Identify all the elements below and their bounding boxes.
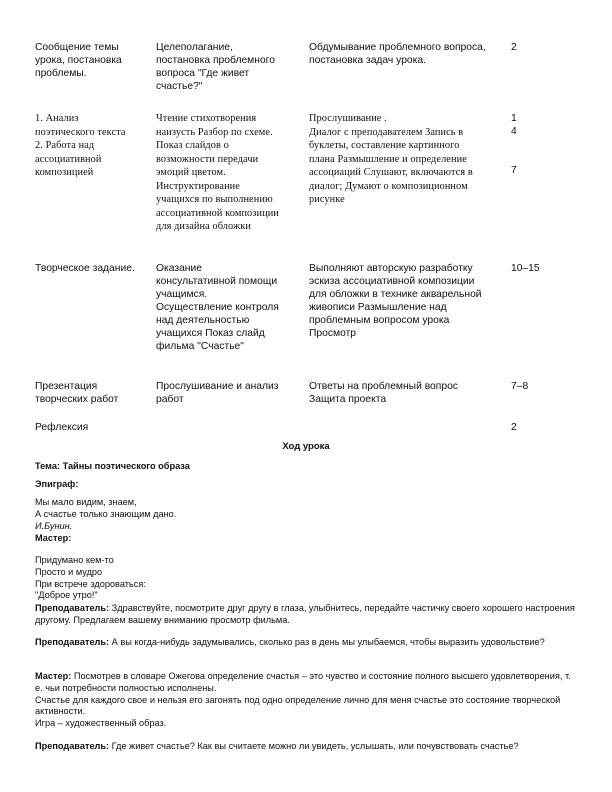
- master-label: Мастер:: [35, 533, 72, 543]
- paragraph-text: Где живет счастье? Как вы считаете можно ли увидеть, услышать, или почувствовать счастье?: [111, 741, 519, 751]
- teacher-activity-cell: Чтение стихотворения наизусть Разбор по схеме. Показ слайдов о возможности передачи эмоций цветом. Инструктирование учащихся по выполнению ассоциативной композиции для дизайна обложки: [156, 113, 279, 232]
- teacher-activity-cell: Целеполагание, постановка проблемного вопроса "Где живет счастье?": [156, 42, 275, 92]
- speaker-label: Мастер:: [35, 671, 72, 681]
- time-cell: 2: [511, 422, 517, 433]
- teacher-paragraph: [35, 603, 580, 627]
- stage-cell: Рефлексия: [35, 422, 89, 433]
- topic-text: Тайны поэтического образа: [62, 461, 190, 471]
- speaker-label: Преподаватель:: [35, 603, 110, 613]
- teacher-paragraph: [35, 741, 580, 753]
- paragraph-text: Здравствуйте, посмотрите друг другу в глаза, улыбнитесь, передайте частичку своего хорошего настроения другому. Предлагаем вашему вниманию просмотр фильма.: [35, 603, 575, 625]
- epigraph-text: Мы мало видим, знаем, А счастье только знающим дано.: [35, 497, 177, 519]
- master-paragraph: [35, 671, 580, 730]
- stage-cell: Презентация творческих работ: [35, 381, 119, 405]
- stage-cell: 1. Анализ поэтического текста 2. Работа над ассоциативной композицией: [35, 113, 126, 178]
- teacher-activity-cell: Прослушивание и анализ работ: [156, 381, 279, 405]
- paragraph-text: А вы когда-нибудь задумывались, сколько раз в день мы улыбаемся, чтобы выразить удовольствие?: [111, 637, 545, 647]
- epigraph-author: И.Бунин.: [35, 521, 73, 531]
- student-activity-cell: Обдумывание проблемного вопроса, постановка задач урока.: [309, 42, 486, 66]
- speaker-label: Преподаватель:: [35, 741, 110, 751]
- student-activity-cell: Прослушивание . Диалог с преподавателем Запись в буклеты, составление картинного плана Размышление и определение ассоциаций Слушают, включаются в диалог; Думают о композиционном рисунке: [309, 113, 473, 205]
- speaker-label: Преподаватель:: [35, 637, 110, 647]
- epigraph-label: Эпиграф:: [35, 479, 79, 489]
- student-activity-cell: Выполняют авторскую разработку эскиза ассоциативной композиции для обложки в технике акварельной живописи Размышление над проблемным вопросом урока Просмотр: [309, 263, 482, 339]
- poem-text: Придумано кем-то Просто и мудро При встрече здороваться: "Доброе утро!": [35, 555, 146, 601]
- teacher-activity-cell: Оказание консультативной помощи учащимся. Осуществление контроля над деятельностью учащихся Показ слайд фильма "Счастье": [156, 263, 279, 352]
- time-cell: 2: [511, 42, 517, 53]
- stage-cell: Творческое задание.: [35, 263, 135, 274]
- student-activity-cell: Ответы на проблемный вопрос Защита проекта: [309, 381, 458, 405]
- topic-line: [35, 461, 580, 473]
- paragraph-text: Посмотрев в словаре Ожегова определение счастья – это чувство и состояние полного высшего удовлетворения, т. е. чьи потребности полностью исполнены. Счастье для каждого свое и нельзя его загонять под одно определение лично для меня счастье это состояние творческой активности. Игра – художественный образ.: [35, 671, 571, 729]
- topic-label: Тема:: [35, 461, 60, 471]
- teacher-paragraph: [35, 637, 580, 649]
- lesson-heading: Ход урока: [282, 441, 330, 452]
- stage-cell: Сообщение темы урока, постановка проблемы.: [35, 42, 122, 79]
- time-cell: 10–15: [511, 263, 540, 274]
- time-cell: 7–8: [511, 381, 529, 392]
- time-cell: 1 4 7: [511, 113, 517, 176]
